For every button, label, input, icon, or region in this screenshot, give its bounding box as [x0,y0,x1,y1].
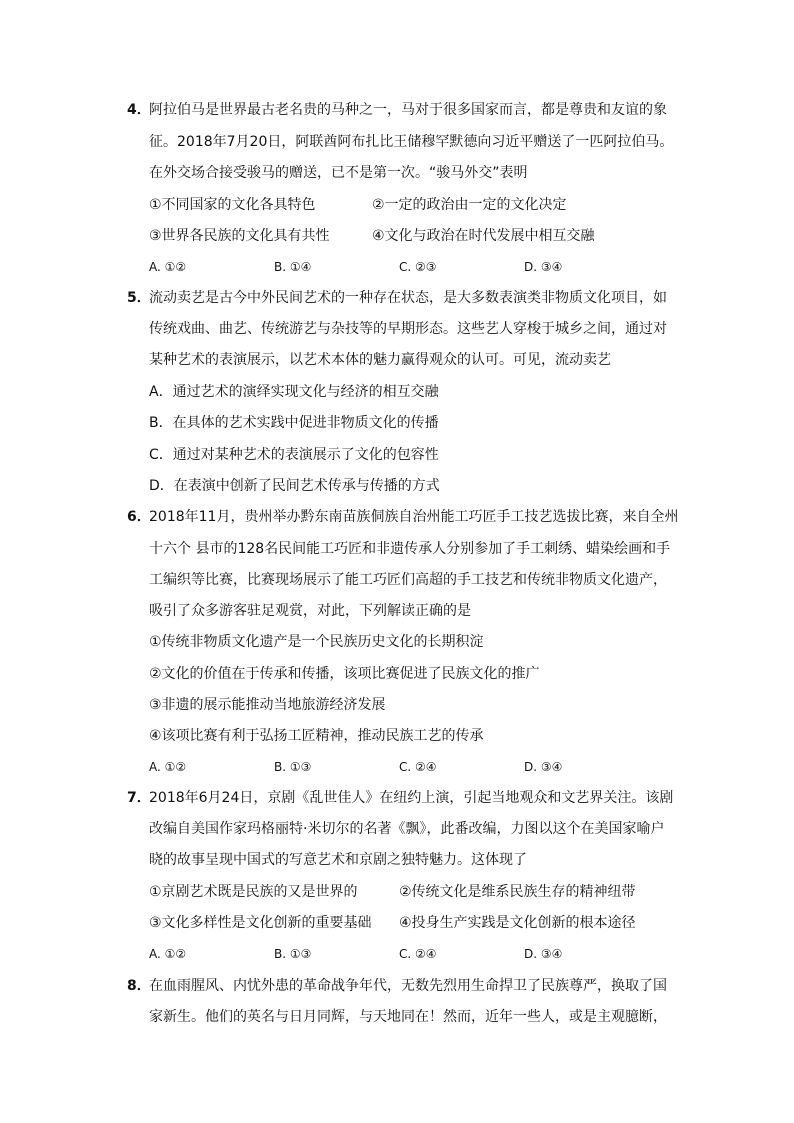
question-4-choice-c[interactable]: C. ②③ [399,260,437,274]
question-5-number: 5． [127,290,151,306]
question-4-line-3: 在外交场合接受骏马的赠送，已不是第一次。“骏马外交”表明 [149,165,528,181]
question-5-option-c[interactable]: C．通过对某种艺术的表演展示了文化的包容性 [149,447,439,463]
question-7-choice-d[interactable]: D. ③④ [524,947,563,961]
question-4-statement-1: ①不同国家的文化各具特色 [149,197,316,213]
question-6-statement-2: ②文化的价值在于传承和传播，该项比赛促进了民族文化的推广 [149,666,540,682]
question-4-number: 4． [127,102,151,118]
question-6-statement-4: ④该项比赛有利于弘扬工匠精神，推动民族工艺的传承 [149,728,484,744]
question-6-statement-1: ①传统非物质文化遗产是一个民族历史文化的长期积淀 [149,634,484,650]
question-6-choice-c[interactable]: C. ②④ [399,760,437,774]
question-8-line-2: 家新生。他们的英名与日月同辉，与天地同在！然而，近年一些人，或是主观臆断， [149,1009,667,1025]
question-5-line-2: 传统戏曲、曲艺、传统游艺与杂技等的早期形态。这些艺人穿梭于城乡之间，通过对 [149,321,667,337]
question-7-line-1: 2018年6月24日，京剧《乱世佳人》在纽约上演，引起当地观众和文艺界关注。该剧 [149,790,674,806]
question-7-statement-3: ③文化多样性是文化创新的重要基础 [149,915,372,931]
question-5-option-d[interactable]: D．在表演中创新了民间艺术传承与传播的方式 [149,478,440,494]
question-6-choice-a[interactable]: A. ①② [149,760,187,774]
question-4-choice-b[interactable]: B. ①④ [274,260,312,274]
question-7-line-2: 改编自美国作家玛格丽特·米切尔的名著《飘》，此番改编，力图以这个在美国家喻户 [149,821,665,837]
question-7-choice-c[interactable]: C. ②④ [399,947,437,961]
question-6-line-3: 工编织等比赛，比赛现场展示了能工巧匠们高超的手工技艺和传统非物质文化遗产， [149,572,667,588]
question-7-statement-2: ②传统文化是维系民族生存的精神纽带 [399,884,636,900]
question-5-line-3: 某种艺术的表演展示，以艺术本体的魅力赢得观众的认可。可见，流动卖艺 [149,352,611,368]
question-4-choice-d[interactable]: D. ③④ [524,260,563,274]
question-4-line-1: 阿拉伯马是世界最古老名贵的马种之一，马对于很多国家而言，都是尊贵和友谊的象 [149,102,667,118]
question-6-number: 6． [127,509,151,525]
question-5-option-a[interactable]: A．通过艺术的演绎实现文化与经济的相互交融 [149,384,439,400]
question-4-statement-3: ③世界各民族的文化具有共性 [149,228,330,244]
question-4-line-2: 征。2018年7月20日，阿联酋阿布扎比王储穆罕默德向习近平赠送了一匹阿拉伯马。 [149,134,674,150]
question-7-line-3: 晓的故事呈现中国式的写意艺术和京剧之独特魅力。这体现了 [149,852,527,868]
question-6-choice-d[interactable]: D. ③④ [524,760,563,774]
question-4-statement-2: ②一定的政治由一定的文化决定 [372,197,567,213]
question-7-statement-4: ④投身生产实践是文化创新的根本途径 [399,915,636,931]
question-6-line-1: 2018年11月，贵州举办黔东南苗族侗族自治州能工巧匠手工技艺选拔比赛，来自全州 [149,509,679,525]
question-7-number: 7． [127,790,151,806]
question-7-choice-b[interactable]: B. ①③ [274,947,312,961]
question-7-statement-1: ①京剧艺术既是民族的又是世界的 [149,884,358,900]
question-4-choice-a[interactable]: A. ①② [149,260,187,274]
question-6-line-4: 吸引了众多游客驻足观赏，对此，下列解读正确的是 [149,603,471,619]
question-6-statement-3: ③非遗的展示能推动当地旅游经济发展 [149,697,386,713]
question-8-number: 8． [127,978,151,994]
question-5-line-1: 流动卖艺是古今中外民间艺术的一种存在状态，是大多数表演类非物质文化项目，如 [149,290,667,306]
question-5-option-b[interactable]: B．在具体的艺术实践中促进非物质文化的传播 [149,415,439,431]
question-4-statement-4: ④文化与政治在时代发展中相互交融 [372,228,595,244]
question-6-line-2: 十六个 县市的128名民间能工巧匠和非遗传承人分别参加了手工刺绣、蜡染绘画和手 [149,541,671,557]
question-8-line-1: 在血雨腥风、内忧外患的革命战争年代，无数先烈用生命捍卫了民族尊严，换取了国 [149,978,667,994]
question-7-choice-a[interactable]: A. ①② [149,947,187,961]
question-6-choice-b[interactable]: B. ①③ [274,760,312,774]
